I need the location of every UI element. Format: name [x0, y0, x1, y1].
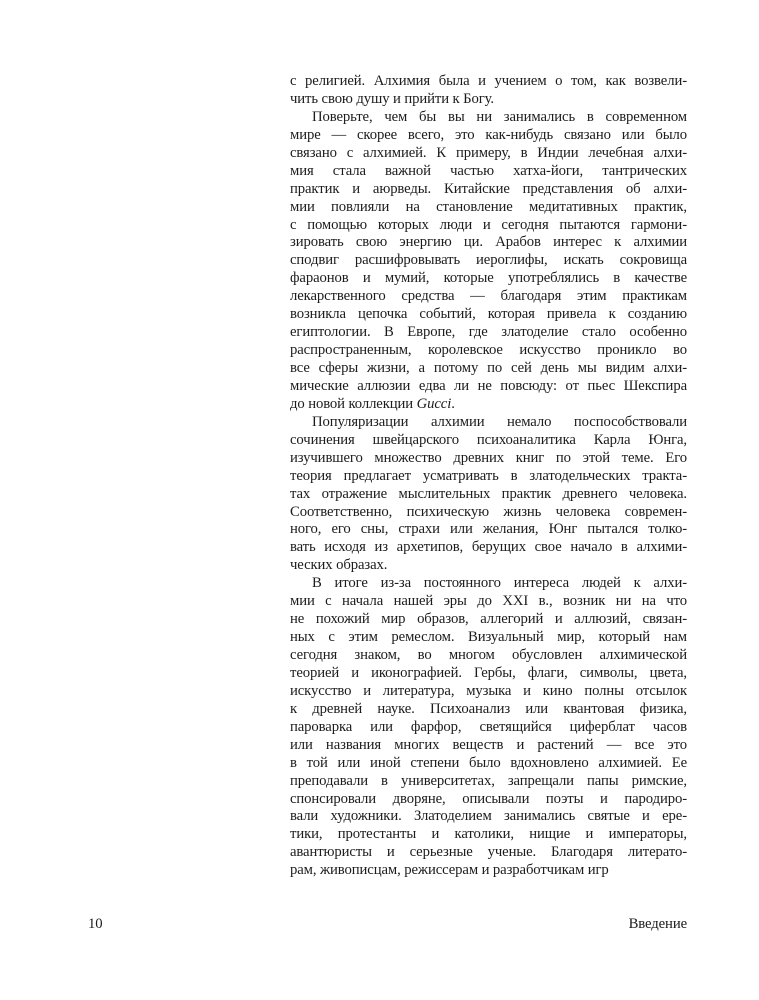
body-text: [290, 73, 687, 880]
text-line: ного, его сны, страхи или желания, Юнг пытался толко-: [290, 521, 687, 538]
text-line: распространенным, королевское искусство проникло во: [290, 342, 687, 359]
text-line: ческих образах.: [290, 557, 388, 574]
text-line: связано с алхимией. К примеру, в Индии лечебная алхи-: [290, 144, 687, 161]
text-line: все сферы жизни, а потому по сей день мы видим алхи-: [290, 360, 687, 376]
page-number: 10: [88, 916, 103, 932]
text-line: практик и аюрведы. Китайские представления об алхи-: [290, 180, 687, 197]
text-line: В итоге из-за постоянного интереса людей к алхи-: [312, 575, 687, 592]
text-line: фараонов и мумий, которые употреблялись в качестве: [290, 270, 687, 287]
text-line: спонсировали дворяне, описывали поэты и пародиро-: [290, 790, 687, 807]
page-footer: [88, 916, 687, 933]
italic-text: Gucci: [416, 395, 452, 412]
text-line: рам, живописцам, режиссерам и разработчикам игр: [290, 862, 609, 879]
text-line: вать исходя из архетипов, берущих свое начало в алхими-: [290, 539, 687, 556]
text-line: возникла цепочка событий, которая привела к созданию: [290, 306, 687, 323]
text-line: зировать свою энергию ци. Арабов интерес к алхимии: [290, 234, 687, 251]
text-line: Поверьте, чем бы вы ни занимались в современном: [312, 108, 687, 125]
text-line: авантюристы и серьезные ученые. Благодаря литерато-: [290, 844, 687, 861]
text-line: с религией. Алхимия была и учением о том, как возвели-: [290, 73, 687, 89]
text-line: тики, протестанты и католики, нищие и императоры,: [290, 826, 687, 843]
paragraph: [290, 109, 687, 414]
text-line: к древней науке. Психоанализ или квантовая физика,: [290, 700, 687, 717]
text-line: тах отражение мыслительных практик древнего человека.: [290, 485, 687, 502]
text-line: с помощью которых люди и сегодня пытаются гармони-: [290, 216, 687, 233]
text-line: в той или иной степени было вдохновлено алхимией. Ее: [290, 754, 687, 771]
text-line: мические аллюзии едва ли не повсюду: от пьес Шекспира: [290, 377, 687, 394]
running-footer-section: Введение: [628, 916, 687, 932]
text-segment: .: [451, 395, 455, 412]
text-line: мии с начала нашей эры до XXI в., возник ни на что: [290, 593, 687, 610]
text-line: Соответственно, психическую жизнь человека современ-: [290, 503, 687, 520]
text-line: сочинения швейцарского психоаналитика Карла Юнга,: [290, 431, 687, 448]
text-line: чить свою душу и прийти к Богу.: [290, 90, 494, 107]
text-line: мия стала важной частью хатха-йоги, тантрических: [290, 162, 687, 179]
text-line: пароварка или фарфор, светящийся циферблат часов: [290, 718, 687, 735]
text-line: мире — скорее всего, это как-нибудь связано или было: [290, 126, 687, 143]
text-line: или названия многих веществ и растений — все это: [290, 736, 687, 753]
text-line: лекарственного средства — благодаря этим практикам: [290, 288, 687, 305]
text-line: не похожий мир образов, аллегорий и аллюзий, связан-: [290, 611, 687, 628]
text-line: теория предлагает усматривать в златодельческих тракта-: [290, 467, 687, 484]
text-line: египтологии. В Европе, где златоделие стало особенно: [290, 324, 687, 341]
paragraph: [290, 575, 687, 880]
paragraph: [290, 73, 687, 109]
text-line: сегодня знаком, во многом обусловлен алхимической: [290, 647, 687, 663]
text-line: Популяризации алхимии немало поспособствовали: [312, 413, 687, 430]
paragraph: [290, 414, 687, 575]
text-line: [290, 396, 687, 414]
text-line: искусство и литература, музыка и кино полны отсылок: [290, 682, 687, 699]
text-segment: до новой коллекции: [290, 395, 417, 412]
text-line: сподвиг расшифровывать иероглифы, искать сокровища: [290, 252, 687, 269]
text-line: мии повлияли на становление медитативных практик,: [290, 198, 687, 215]
text-line: ных с этим ремеслом. Визуальный мир, который нам: [290, 629, 687, 646]
text-line: теорией и иконографией. Гербы, флаги, символы, цвета,: [290, 664, 687, 681]
text-line: преподавали в университетах, запрещали папы римские,: [290, 772, 687, 789]
text-line: изучившего множество древних книг по этой теме. Его: [290, 449, 687, 466]
text-line: вали художники. Златоделием занимались святые и ере-: [290, 808, 687, 825]
